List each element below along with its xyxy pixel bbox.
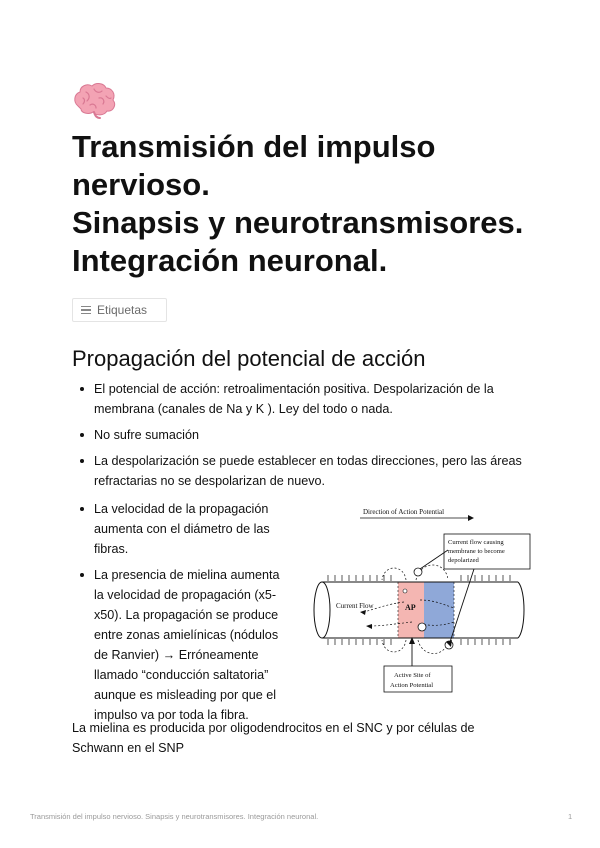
ap-label: AP: [405, 603, 416, 612]
list-item: La velocidad de la propagación aumenta con el diámetro de las fibras.: [72, 499, 290, 559]
callout-bottom-line: Action Potential: [390, 682, 434, 689]
tags-label: Etiquetas: [97, 303, 148, 317]
myelin-paragraph: La mielina es producida por oligodendrocitos en el SNC y por células de Schwann en el SNP: [72, 721, 475, 755]
callout-top-line: membrane to become: [448, 548, 505, 555]
title-line: Transmisión del impulso: [72, 129, 436, 164]
tags-property[interactable]: [72, 298, 167, 322]
bullet-list: [72, 379, 532, 497]
list-item: La despolarización se puede establecer en todas direcciones, pero las áreas refractarias no se despolarizan de nuevo.: [72, 451, 532, 491]
page-title: [72, 128, 552, 280]
section-heading: Propagación del potencial de acción: [72, 346, 426, 371]
page-number: 1: [568, 812, 573, 821]
title-line: Integración neuronal.: [72, 243, 388, 278]
callout-top-line: Current flow causing: [448, 539, 504, 546]
footer-text: Transmisión del impulso nervioso. Sinapsis y neurotransmisores. Integración neuronal.: [30, 812, 319, 821]
action-potential-figure: [308, 502, 534, 698]
list-item: La presencia de mielina aumenta la velocidad de propagación (x5-x50). La propagación se produce entre zonas amielínicas (nódulos de Ranvier) → Erróneamente llamado “conducción saltatoria” aunque es misleading por que el impulso va por toda la fibra.: [72, 565, 290, 725]
callout-bottom-line: Active Site of: [394, 672, 431, 679]
current-flow-label: Current Flow: [336, 602, 374, 610]
title-line: nervioso.: [72, 167, 210, 202]
list-icon: [81, 306, 91, 314]
callout-top-line: depolarized: [448, 557, 479, 564]
depolarizing-zone: [424, 582, 454, 638]
direction-label: Direction of Action Potential: [363, 508, 445, 516]
brain-icon: [72, 80, 118, 120]
bullet-list-side: [72, 499, 290, 731]
list-item: El potencial de acción: retroalimentación positiva. Despolarización de la membrana (canales de Na y K ). Ley del todo o nada.: [72, 379, 532, 419]
title-line: Sinapsis y neurotransmisores.: [72, 205, 524, 240]
list-item: No sufre sumación: [72, 425, 532, 445]
